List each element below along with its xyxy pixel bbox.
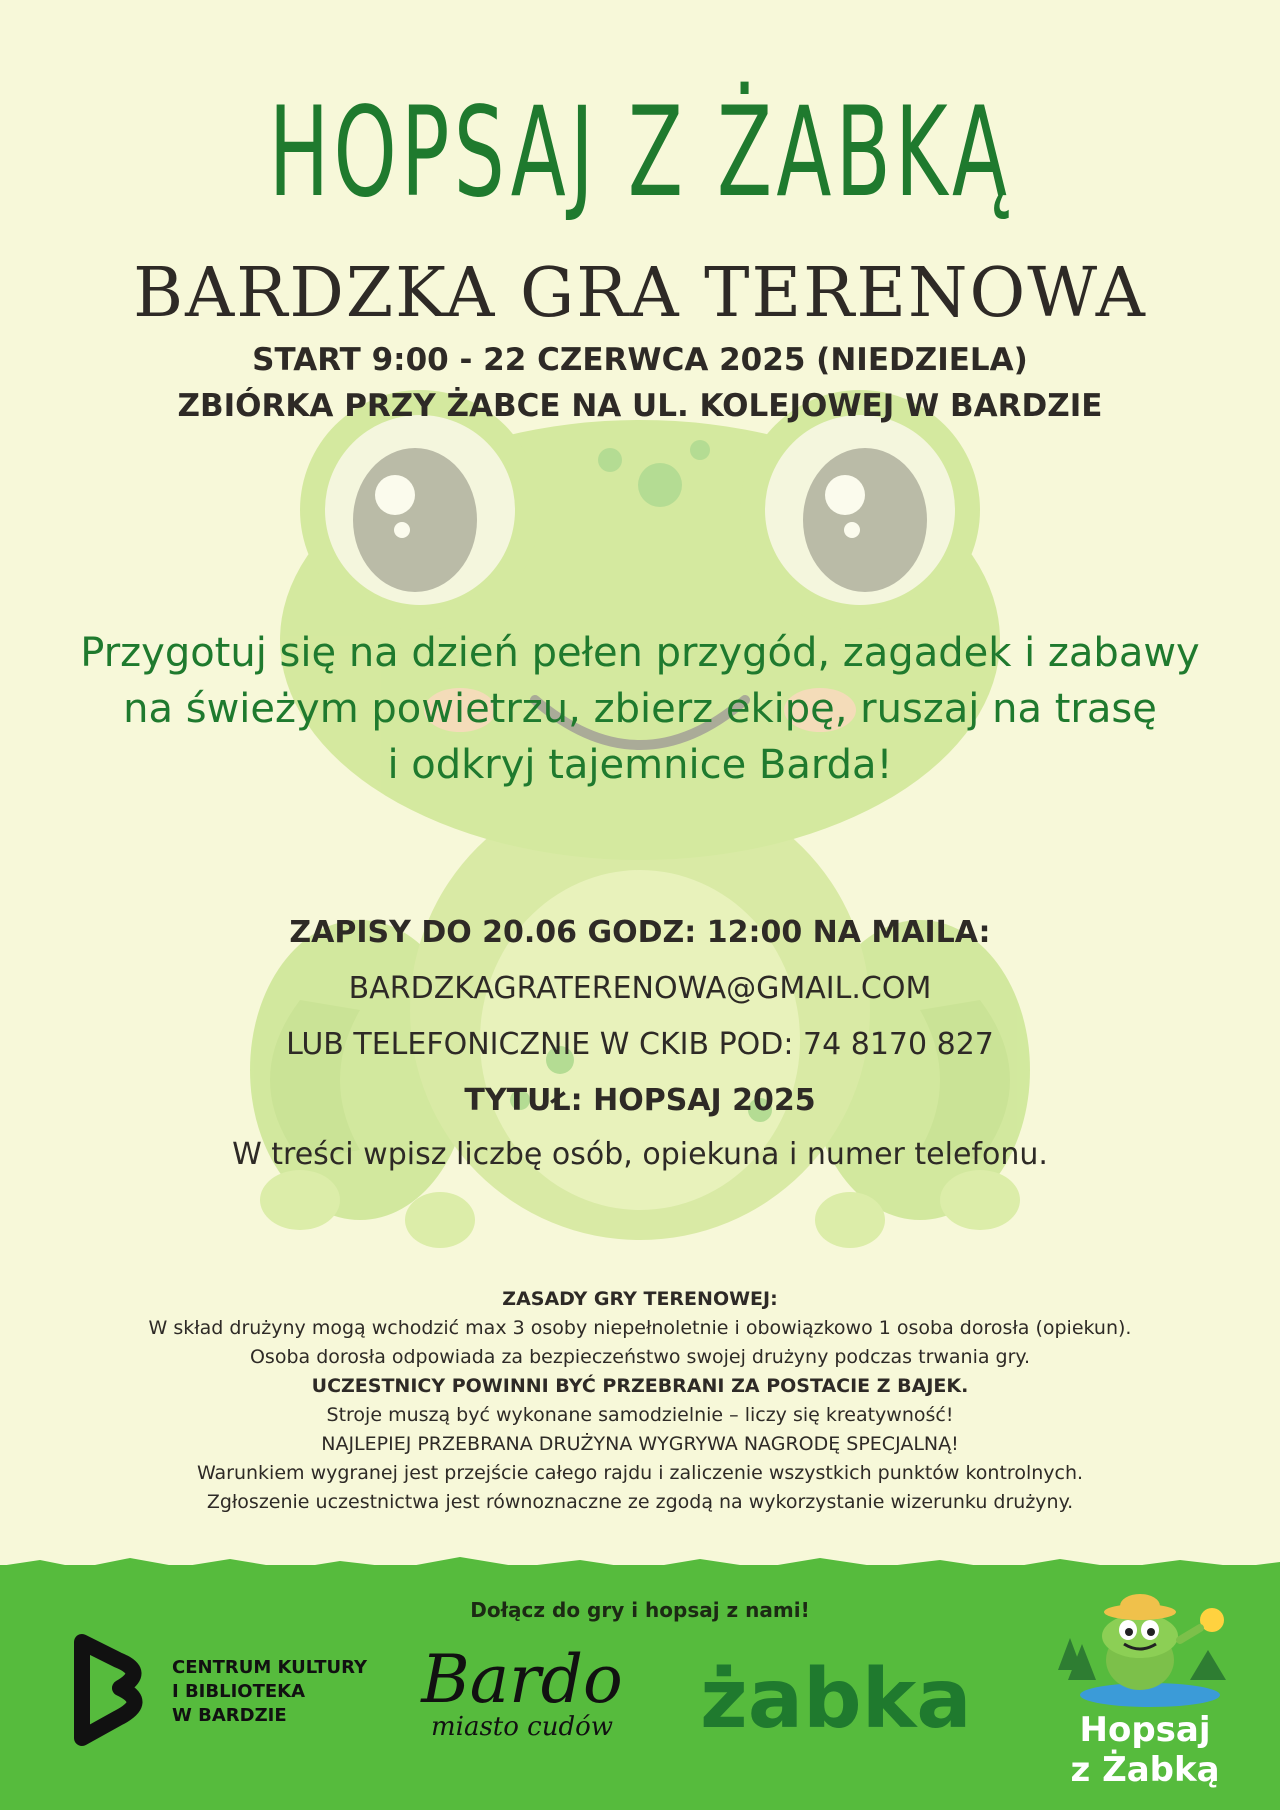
intro-line: Przygotuj się na dzień pełen przygód, zagadek i zabawy <box>80 630 1200 676</box>
ckib-name: CENTRUM KULTURY I BIBLIOTEKA W BARDZIE <box>172 1657 368 1726</box>
poster-subtitle: BARDZKA GRA TERENOWA <box>133 254 1147 333</box>
signup-content: W treści wpisz liczbę osób, opiekuna i numer telefonu. <box>232 1137 1048 1172</box>
zabka-logo[interactable]: żabka <box>700 1652 972 1747</box>
poster-title: HOPSAJ Z ŻABKĄ <box>268 81 1012 225</box>
bardo-logo[interactable] <box>392 1640 652 1760</box>
rules-line: Stroje muszą być wykonane samodzielnie – liczy się kreatywność! <box>326 1404 954 1426</box>
hopsaj-logo[interactable] <box>1040 1580 1250 1805</box>
meeting-point: ZBIÓRKA PRZY ŻABCE NA UL. KOLEJOWEJ W BARDZIE <box>177 388 1103 424</box>
join-text: Dołącz do gry i hopsaj z nami! <box>470 1598 810 1622</box>
signup-subject: TYTUŁ: HOPSAJ 2025 <box>464 1083 816 1118</box>
rules-line: Zgłoszenie uczestnictwa jest równoznaczne ze zgodą na wykorzystanie wizerunku drużyny. <box>206 1491 1074 1513</box>
signup-phone: LUB TELEFONICZNIE W CKIB POD: 74 8170 827 <box>286 1027 994 1062</box>
bardo-logo-tagline: miasto cudów <box>430 1712 614 1742</box>
rules-section <box>0 1285 1280 1517</box>
rules-line: Warunkiem wygranej jest przejście całego rajdu i zaliczenie wszystkich punktów kontrolnych. <box>196 1462 1084 1484</box>
hopsaj-frog-icon <box>1040 1580 1250 1715</box>
rules-line: Osoba dorosła odpowiada za bezpieczeństwo swojej drużyny podczas trwania gry. <box>249 1346 1031 1368</box>
costume-heading: UCZESTNICY POWINNI BYĆ PRZEBRANI ZA POSTACIE Z BAJEK. <box>311 1375 969 1397</box>
rules-heading: ZASADY GRY TERENOWEJ: <box>502 1288 778 1310</box>
ckib-b-icon <box>68 1630 158 1750</box>
hopsaj-logo-text: Hopsaj z Żabką <box>1070 1710 1220 1790</box>
intro-line: na świeżym powietrzu, zbierz ekipę, ruszaj na trasę <box>123 686 1157 732</box>
bardo-logo-text: Bardo <box>421 1641 623 1718</box>
intro-line: i odkryj tajemnice Barda! <box>387 742 893 788</box>
signup-section <box>0 905 1280 1181</box>
signup-deadline: ZAPISY DO 20.06 GODZ: 12:00 NA MAILA: <box>289 915 991 950</box>
rules-line: NAJLEPIEJ PRZEBRANA DRUŻYNA WYGRYWA NAGRODĘ SPECJALNĄ! <box>321 1433 959 1455</box>
signup-email[interactable]: BARDZKAGRATERENOWA@GMAIL.COM <box>348 971 932 1006</box>
start-time: START 9:00 - 22 CZERWCA 2025 (NIEDZIELA) <box>252 342 1028 378</box>
ckib-logo[interactable] <box>68 1630 368 1750</box>
rules-line: W skład drużyny mogą wchodzić max 3 osoby niepełnoletnie i obowiązkowo 1 osoba dorosła (opiekun). <box>148 1317 1132 1339</box>
intro-text <box>0 625 1280 793</box>
